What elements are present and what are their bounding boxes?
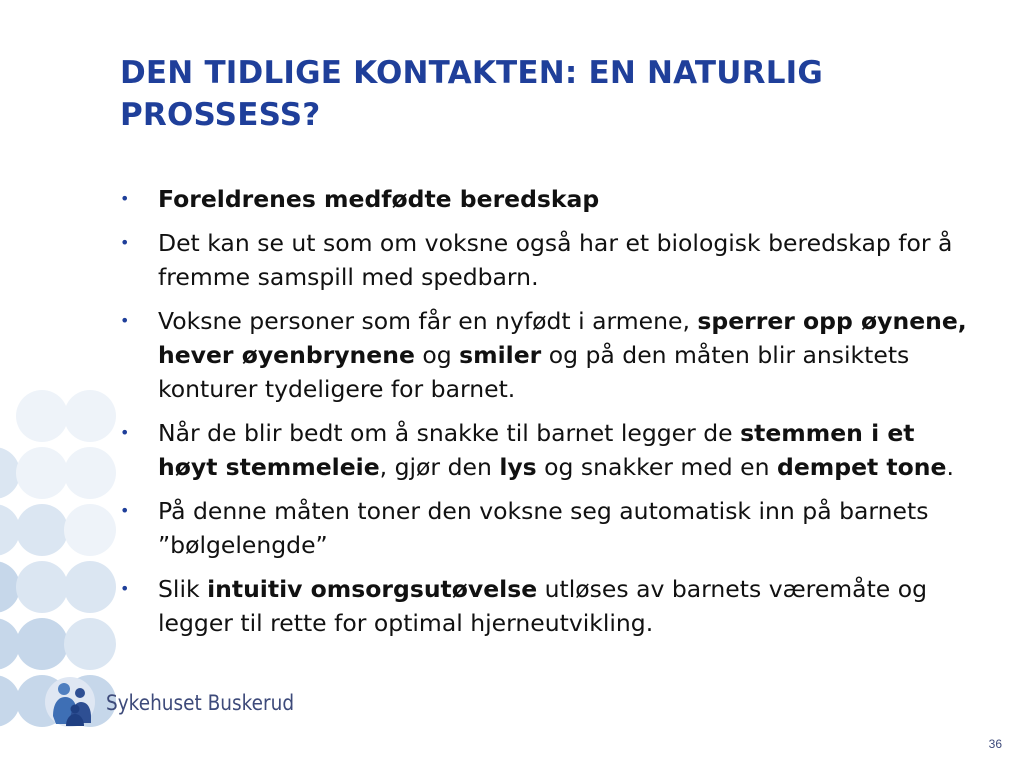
bullet-item <box>117 304 977 406</box>
bullet-text-bold: dempet tone <box>777 453 947 481</box>
bullet-text-bold: intuitiv omsorgsutøvelse <box>207 575 538 603</box>
bullet-text-bold: lys <box>499 453 537 481</box>
decorative-circle <box>16 390 68 442</box>
bullet-text: På denne måten toner den voksne seg automatisk inn på barnets ”bølgelengde” <box>158 497 929 559</box>
bullet-dot-icon: • <box>120 501 130 520</box>
decorative-circle <box>16 618 68 670</box>
decorative-circle <box>16 561 68 613</box>
bullet-text-bold: stemmen i et høyt stemmeleie <box>158 419 915 481</box>
bullet-text-bold: smiler <box>459 341 542 369</box>
bullet-item <box>117 182 977 216</box>
bullet-text: Slik <box>158 575 208 603</box>
decorative-circle <box>16 504 68 556</box>
family-people-icon <box>44 676 100 732</box>
bullet-dot-icon: • <box>120 311 130 330</box>
decorative-circle <box>64 447 116 499</box>
bullet-list <box>117 182 977 650</box>
bullet-dot-icon: • <box>120 233 130 252</box>
slide-title: DEN TIDLIGE KONTAKTEN: EN NATURLIG PROSSESS? <box>120 55 824 133</box>
bullet-item <box>117 494 977 562</box>
bullet-text: utløses av barnets væremåte og legger til rette for optimal hjerneutvikling. <box>158 575 928 637</box>
bullet-text: Voksne personer som får en nyfødt i armene, <box>158 307 698 335</box>
logo-text: Sykehuset Buskerud <box>106 691 295 715</box>
bullet-text: og <box>414 341 460 369</box>
bullet-text: Det kan se ut som om voksne også har et biologisk beredskap for å fremme samspill med spedbarn. <box>158 229 953 291</box>
decorative-circle <box>64 504 116 556</box>
bullet-text: og snakker med en <box>536 453 777 481</box>
bullet-text-bold: Foreldrenes medfødte beredskap <box>158 185 600 213</box>
bullet-text: Når de blir bedt om å snakke til barnet legger de <box>158 419 741 447</box>
bullet-item <box>117 226 977 294</box>
bullet-dot-icon: • <box>120 579 130 598</box>
bullet-dot-icon: • <box>120 189 130 208</box>
hospital-logo <box>44 676 344 736</box>
decorative-circle <box>64 390 116 442</box>
decorative-circle <box>64 618 116 670</box>
bullet-dot-icon: • <box>120 423 130 442</box>
bullet-item <box>117 416 977 484</box>
bullet-text: , gjør den <box>379 453 500 481</box>
decorative-circle <box>64 561 116 613</box>
bullet-text-bold: sperrer opp øynene, hever øyenbrynene <box>158 307 967 369</box>
decorative-circle <box>16 447 68 499</box>
decorative-circle-pattern <box>0 390 110 710</box>
bullet-text: og på den måten blir ansiktets konturer tydeligere for barnet. <box>158 341 910 403</box>
bullet-item <box>117 572 977 640</box>
bullet-text: . <box>946 453 954 481</box>
page-number: 36 <box>988 737 1002 751</box>
